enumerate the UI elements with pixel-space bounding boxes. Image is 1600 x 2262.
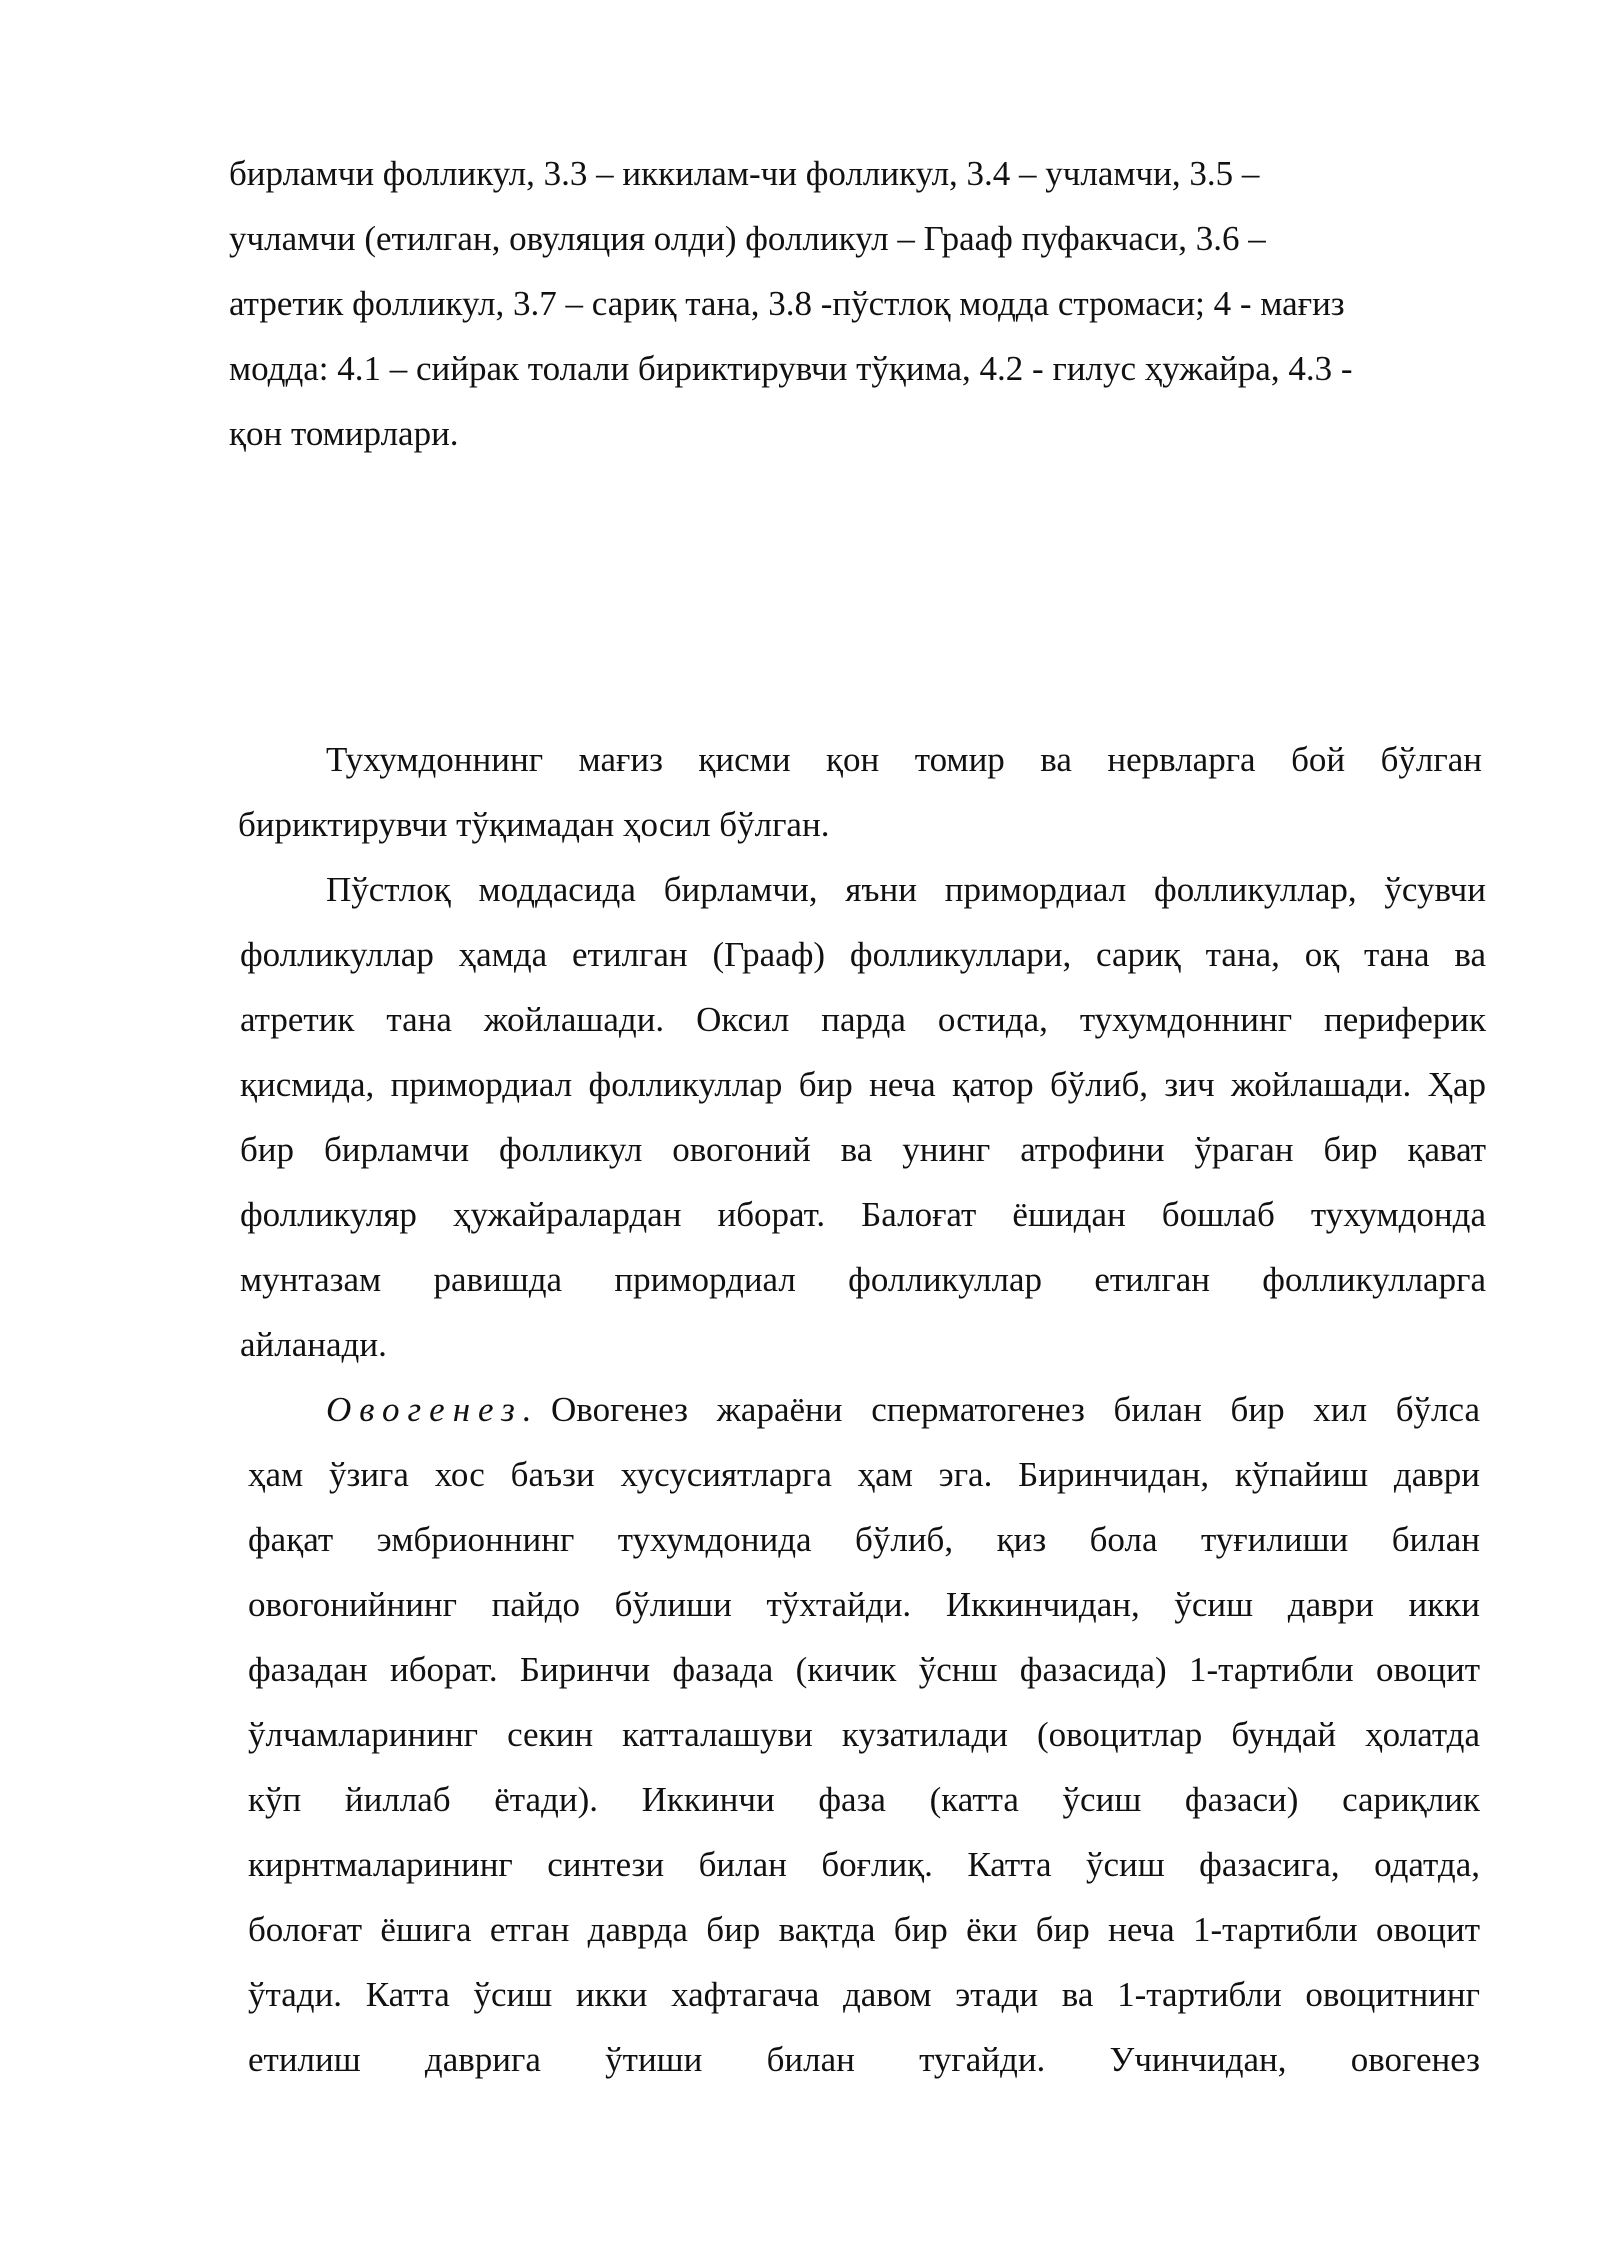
paragraph-line: бир бирламчи фолликул овогоний ва унинг атрофини ўраган бир қават	[240, 1130, 1486, 1169]
paragraph-line: мунтазам равишда примордиал фолликуллар етилган фолликулларга	[240, 1260, 1486, 1299]
oogenesis-heading: Овогенез.	[326, 1390, 540, 1429]
paragraph-line: фолликуляр ҳужайралардан иборат. Балоғат ёшидан бошлаб тухумдонда	[240, 1195, 1486, 1234]
paragraph-line: ўлчамларининг секин катталашуви кузатилади (овоцитлар бундай ҳолатда	[248, 1715, 1480, 1754]
paragraph-line: ўтади. Катта ўсиш икки хафтагача давом этади ва 1-тартибли овоцитнинг	[248, 1975, 1480, 2014]
caption-line: модда: 4.1 – сийрак толали бириктирувчи тўқима, 4.2 - гилус ҳужайра, 4.3 -	[229, 349, 1353, 388]
section-heading	[326, 1387, 540, 1433]
paragraph-line: овогонийнинг пайдо бўлиши тўхтайди. Иккинчидан, ўсиш даври икки	[248, 1585, 1480, 1624]
paragraph-line: Овогенез жараёни сперматогенез билан бир хил бўлса	[551, 1390, 1480, 1429]
paragraph-line: Тухумдоннинг мағиз қисми қон томир ва нервларга бой бўлган	[326, 740, 1482, 779]
caption-line: атретик фолликул, 3.7 – сариқ тана, 3.8 -пўстлоқ модда стромаси; 4 - мағиз	[229, 284, 1345, 323]
paragraph-line: ҳам ўзига хос баъзи хусусиятларга ҳам эга. Биринчидан, кўпайиш даври	[248, 1455, 1480, 1494]
caption-line: учламчи (етилган, овуляция олди) фолликул – Грааф пуфакчаси, 3.6 –	[229, 219, 1266, 258]
paragraph-line: қисмида, примордиал фолликуллар бир неча қатор бўлиб, зич жойлашади. Ҳар	[240, 1065, 1486, 1104]
paragraph-line: айланади.	[240, 1325, 387, 1364]
paragraph-line: кўп йиллаб ётади). Иккинчи фаза (катта ўсиш фазаси) сариқлик	[248, 1780, 1480, 1819]
paragraph-line: етилиш даврига ўтиши билан тугайди. Учинчидан, овогенез	[248, 2040, 1480, 2079]
paragraph-line: Пўстлоқ моддасида бирламчи, яъни примордиал фолликуллар, ўсувчи	[326, 870, 1486, 909]
paragraph-line: бириктирувчи тўқимадан ҳосил бўлган.	[238, 805, 830, 844]
paragraph-line: кирнтмаларининг синтези билан боғлиқ. Катта ўсиш фазасига, одатда,	[248, 1845, 1480, 1884]
paragraph-line: фолликуллар ҳамда етилган (Грааф) фолликуллари, сариқ тана, оқ тана ва	[240, 935, 1486, 974]
paragraph-line: болоғат ёшига етган даврда бир вақтда бир ёки бир неча 1-тартибли овоцит	[248, 1910, 1480, 1949]
caption-line: бирламчи фолликул, 3.3 – иккилам-чи фолликул, 3.4 – учламчи, 3.5 –	[229, 154, 1260, 193]
caption-line: қон томирлари.	[229, 414, 459, 453]
paragraph-line: атретик тана жойлашади. Оксил парда остида, тухумдоннинг периферик	[240, 1000, 1486, 1039]
paragraph-line: фақат эмбрионнинг тухумдонида бўлиб, қиз бола туғилиши билан	[248, 1520, 1480, 1559]
paragraph-line: фазадан иборат. Биринчи фазада (кичик ўснш фазасида) 1-тартибли овоцит	[248, 1650, 1480, 1689]
